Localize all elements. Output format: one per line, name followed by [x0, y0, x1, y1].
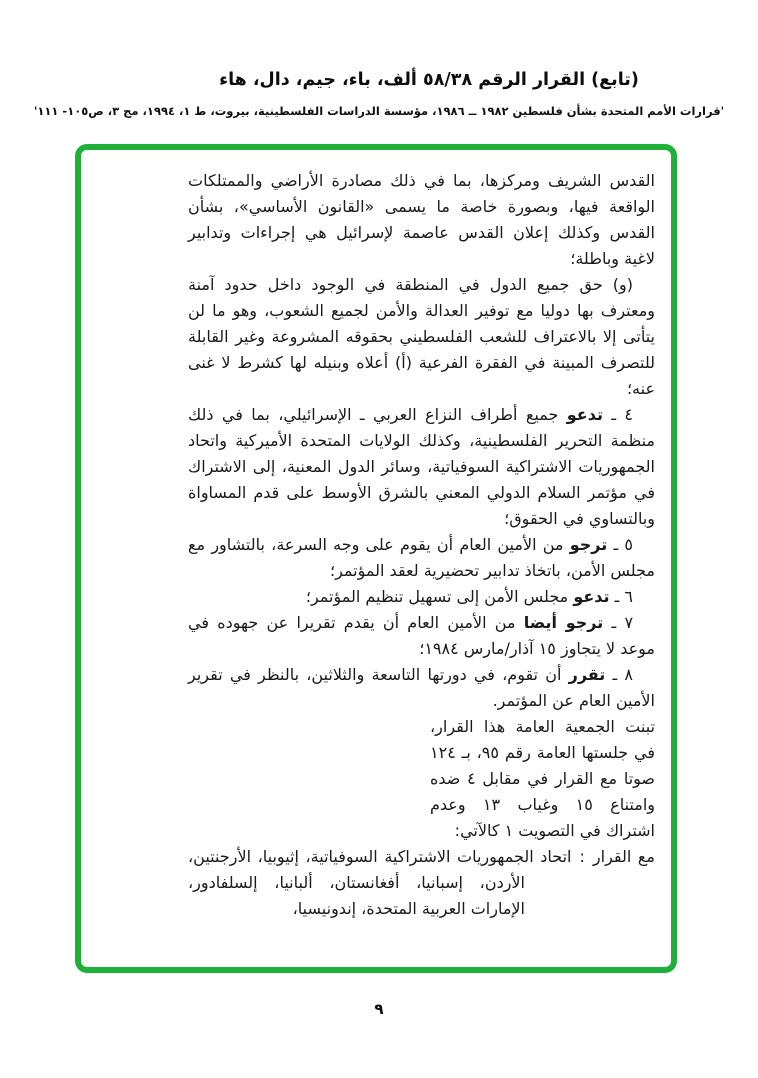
- page-number: ٩: [374, 1000, 384, 1018]
- paragraph-8-operative-verb: تقرر: [568, 665, 606, 684]
- paragraph-6: [188, 584, 655, 610]
- source-citation: 'قرارات الأمم المتحدة بشأن فلسطين ١٩٨٢ ــ ١٩٨٦، مؤسسة الدراسات الفلسطينية، بيروت، ط ١، ١٩٩٤، مج ٣، ص١٠٥- ١١١': [33, 104, 725, 118]
- adoption-vote-note: تبنت الجمعية العامة هذا القرار، في جلستها العامة رقم ٩٥، بـ ١٢٤ صوتا مع القرار في مقابل ٤ ضده وامتناع ١٥ وغياب ١٣ وعدم اشتراك في التصويت ١ كالآتي:: [430, 717, 656, 840]
- paragraph-8-number: ٨ ـ: [605, 665, 634, 684]
- paragraph-8-text: أن تقوم، في دورتها التاسعة والثلاثين، بالنظر في تقرير الأمين العام عن المؤتمر.: [188, 665, 655, 710]
- vote-with-block: [188, 844, 655, 922]
- paragraph-5: [188, 532, 655, 584]
- paragraph-subitem-waw: (و) حق جميع الدول في المنطقة في الوجود داخل حدود آمنة ومعترف بها دوليا مع توفير العدالة والأمن لجميع الشعوب، وهو ما لن يتأتى إلا بالاعتراف للشعب الفلسطيني بحقوقه المشروعة وغير القابلة للتصرف المبينة في الفقرة الفرعية (أ) أعلاه وبنيله لها كشرط لا غنى عنه؛: [188, 275, 655, 398]
- paragraph-6-text: مجلس الأمن إلى تسهيل تنظيم المؤتمر؛: [305, 587, 574, 606]
- paragraph-5-operative-verb: ترجو: [569, 535, 608, 554]
- paragraph-continuation: القدس الشريف ومركزها، بما في ذلك مصادرة الأراضي والممتلكات الواقعة فيها، وبصورة خاصة ما يسمى «القانون الأساسي»، بشأن القدس وكذلك إعلان القدس عاصمة لإسرائيل هي إجراءات وتدابير لاغية وباطلة؛: [188, 171, 655, 268]
- paragraph-7: [188, 610, 655, 662]
- paragraph-5-number: ٥ ـ: [607, 535, 634, 554]
- page-title: (تابع) القرار الرقم ٥٨/٣٨ ألف، باء، جيم، دال، هاء: [219, 70, 639, 90]
- vote-with-countries: اتحاد الجمهوريات الاشتراكية السوفياتية، إثيوبيا، الأرجنتين، الأردن، إسبانيا، أفغانستان، ألبانيا، إلسلفادور، الإمارات العربية المتحدة، إندونيسيا،: [188, 847, 572, 918]
- vote-with-colon: :: [579, 847, 585, 866]
- paragraph-5-text: من الأمين العام أن يقوم على وجه السرعة، بالتشاور مع مجلس الأمن، باتخاذ تدابير تحضيرية لعقد المؤتمر؛: [188, 535, 655, 580]
- paragraph-4-operative-verb: تدعو: [566, 405, 603, 424]
- resolution-text-column: [188, 168, 655, 922]
- paragraph-7-number: ٧ ـ: [603, 613, 634, 632]
- paragraph-4-number: ٤ ـ: [602, 405, 634, 424]
- paragraph-8: [188, 662, 655, 714]
- paragraph-7-text: من الأمين العام أن يقدم تقريرا عن جهوده في موعد لا يتجاوز ١٥ آذار/مارس ١٩٨٤؛: [188, 613, 655, 658]
- paragraph-6-operative-verb: تدعو: [573, 587, 610, 606]
- paragraph-7-operative-verb: ترجو أيضا: [523, 613, 604, 632]
- paragraph-4-text: جميع أطراف النزاع العربي ـ الإسرائيلي، بما في ذلك منظمة التحرير الفلسطينية، وكذلك الولايات المتحدة الأميركية واتحاد الجمهوريات الاشتراكية السوفياتية، وسائر الدول المعنية، إلى الاشتراك في مؤتمر السلام الدولي المعني بالشرق الأوسط على قدم المساواة وبالتساوي في الحقوق؛: [188, 405, 655, 528]
- vote-with-label: مع القرار: [592, 847, 655, 866]
- paragraph-6-number: ٦ ـ: [609, 587, 633, 606]
- paragraph-4: [188, 402, 655, 532]
